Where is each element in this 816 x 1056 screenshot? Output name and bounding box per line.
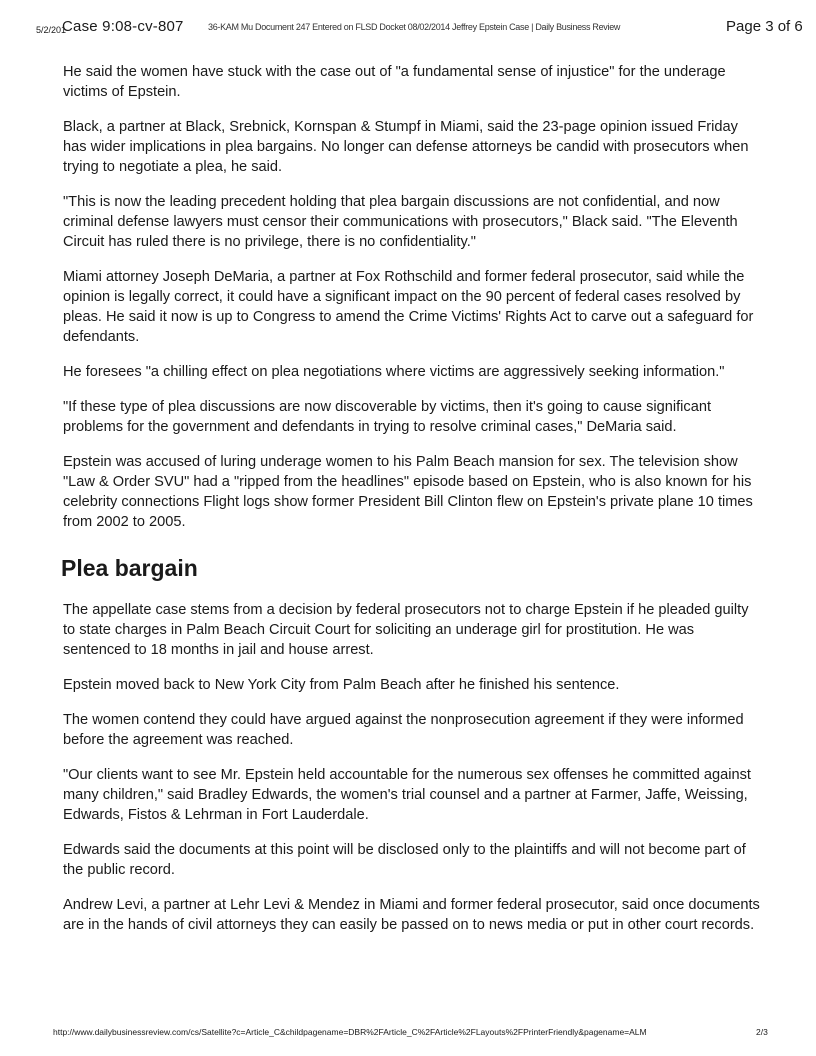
header-overlapping-text: 36-KAM Mu Document 247 Entered on FLSD Docket 08/02/2014 Jeffrey Epstein Case | Daily Business Review (208, 22, 621, 32)
paragraph: Epstein was accused of luring underage women to his Palm Beach mansion for sex. The television show "Law & Order SVU" had a "ripped from the headlines" episode based on Epstein, who is also known for his celebrity connections Flight logs show former President Bill Clinton flew on Epstein's private plane 10 times from 2002 to 2005. (63, 454, 753, 530)
paragraph: Epstein moved back to New York City from Palm Beach after he finished his sentence. (63, 677, 620, 693)
paragraph: Edwards said the documents at this point will be disclosed only to the plaintiffs and will not become part of the public record. (63, 842, 746, 878)
paragraph: "If these type of plea discussions are now discoverable by victims, then it's going to cause significant problems for the government and defendants in trying to resolve criminal cases," DeMaria said. (63, 399, 711, 435)
paragraph: The women contend they could have argued against the nonprosecution agreement if they were informed before the agreement was reached. (63, 712, 744, 748)
paragraph: "This is now the leading precedent holding that plea bargain discussions are not confidential, and now criminal defense lawyers must censor their communications with prosecutors," Black said. "The Eleventh Circuit has ruled there is no privilege, there is no confidentiality." (63, 194, 738, 250)
paragraph: "Our clients want to see Mr. Epstein held accountable for the numerous sex offenses he committed against many children," said Bradley Edwards, the women's trial counsel and a partner at Farmer, Jaffe, Weissing, Edwards, Fistos & Lehrman in Fort Lauderdale. (63, 767, 751, 823)
footer-url: http://www.dailybusinessreview.com/cs/Satellite?c=Article_C&childpagename=DBR%2FArticle_C%2FArticle%2FLayouts%2FPrinterFriendly&pagename=ALM (53, 1027, 647, 1037)
paragraph: Black, a partner at Black, Srebnick, Kornspan & Stumpf in Miami, said the 23-page opinion issued Friday has wider implications in plea bargains. No longer can defense attorneys be candid with prosecutors when trying to negotiate a plea, he said. (63, 119, 749, 175)
header-page-number: Page 3 of 6 (726, 18, 803, 35)
paragraph: He said the women have stuck with the case out of "a fundamental sense of injustice" for the underage victims of Epstein. (63, 64, 726, 100)
page-footer (53, 1027, 773, 1037)
section-heading: Plea bargain (61, 555, 198, 581)
footer-page-number: 2/3 (756, 1027, 768, 1037)
header-case-number: Case 9:08-cv-807 (62, 18, 184, 35)
paragraph: The appellate case stems from a decision by federal prosecutors not to charge Epstein if he pleaded guilty to state charges in Palm Beach Circuit Court for soliciting an underage girl for prostitution. He was sentenced to 18 months in jail and house arrest. (63, 602, 749, 658)
page-header (36, 18, 806, 42)
header-date: 5/2/201 (36, 25, 67, 35)
article-body (63, 62, 763, 950)
paragraph: Miami attorney Joseph DeMaria, a partner at Fox Rothschild and former federal prosecutor, said while the opinion is legally correct, it could have a significant impact on the 90 percent of federal cases resolved by pleas. He said it now is up to Congress to amend the Crime Victims' Rights Act to carve out a safeguard for defendants. (63, 269, 754, 345)
paragraph: He foresees "a chilling effect on plea negotiations where victims are aggressively seeking information." (63, 364, 725, 380)
paragraph: Andrew Levi, a partner at Lehr Levi & Mendez in Miami and former federal prosecutor, said once documents are in the hands of civil attorneys they can easily be passed on to news media or put in other court records. (63, 897, 760, 933)
